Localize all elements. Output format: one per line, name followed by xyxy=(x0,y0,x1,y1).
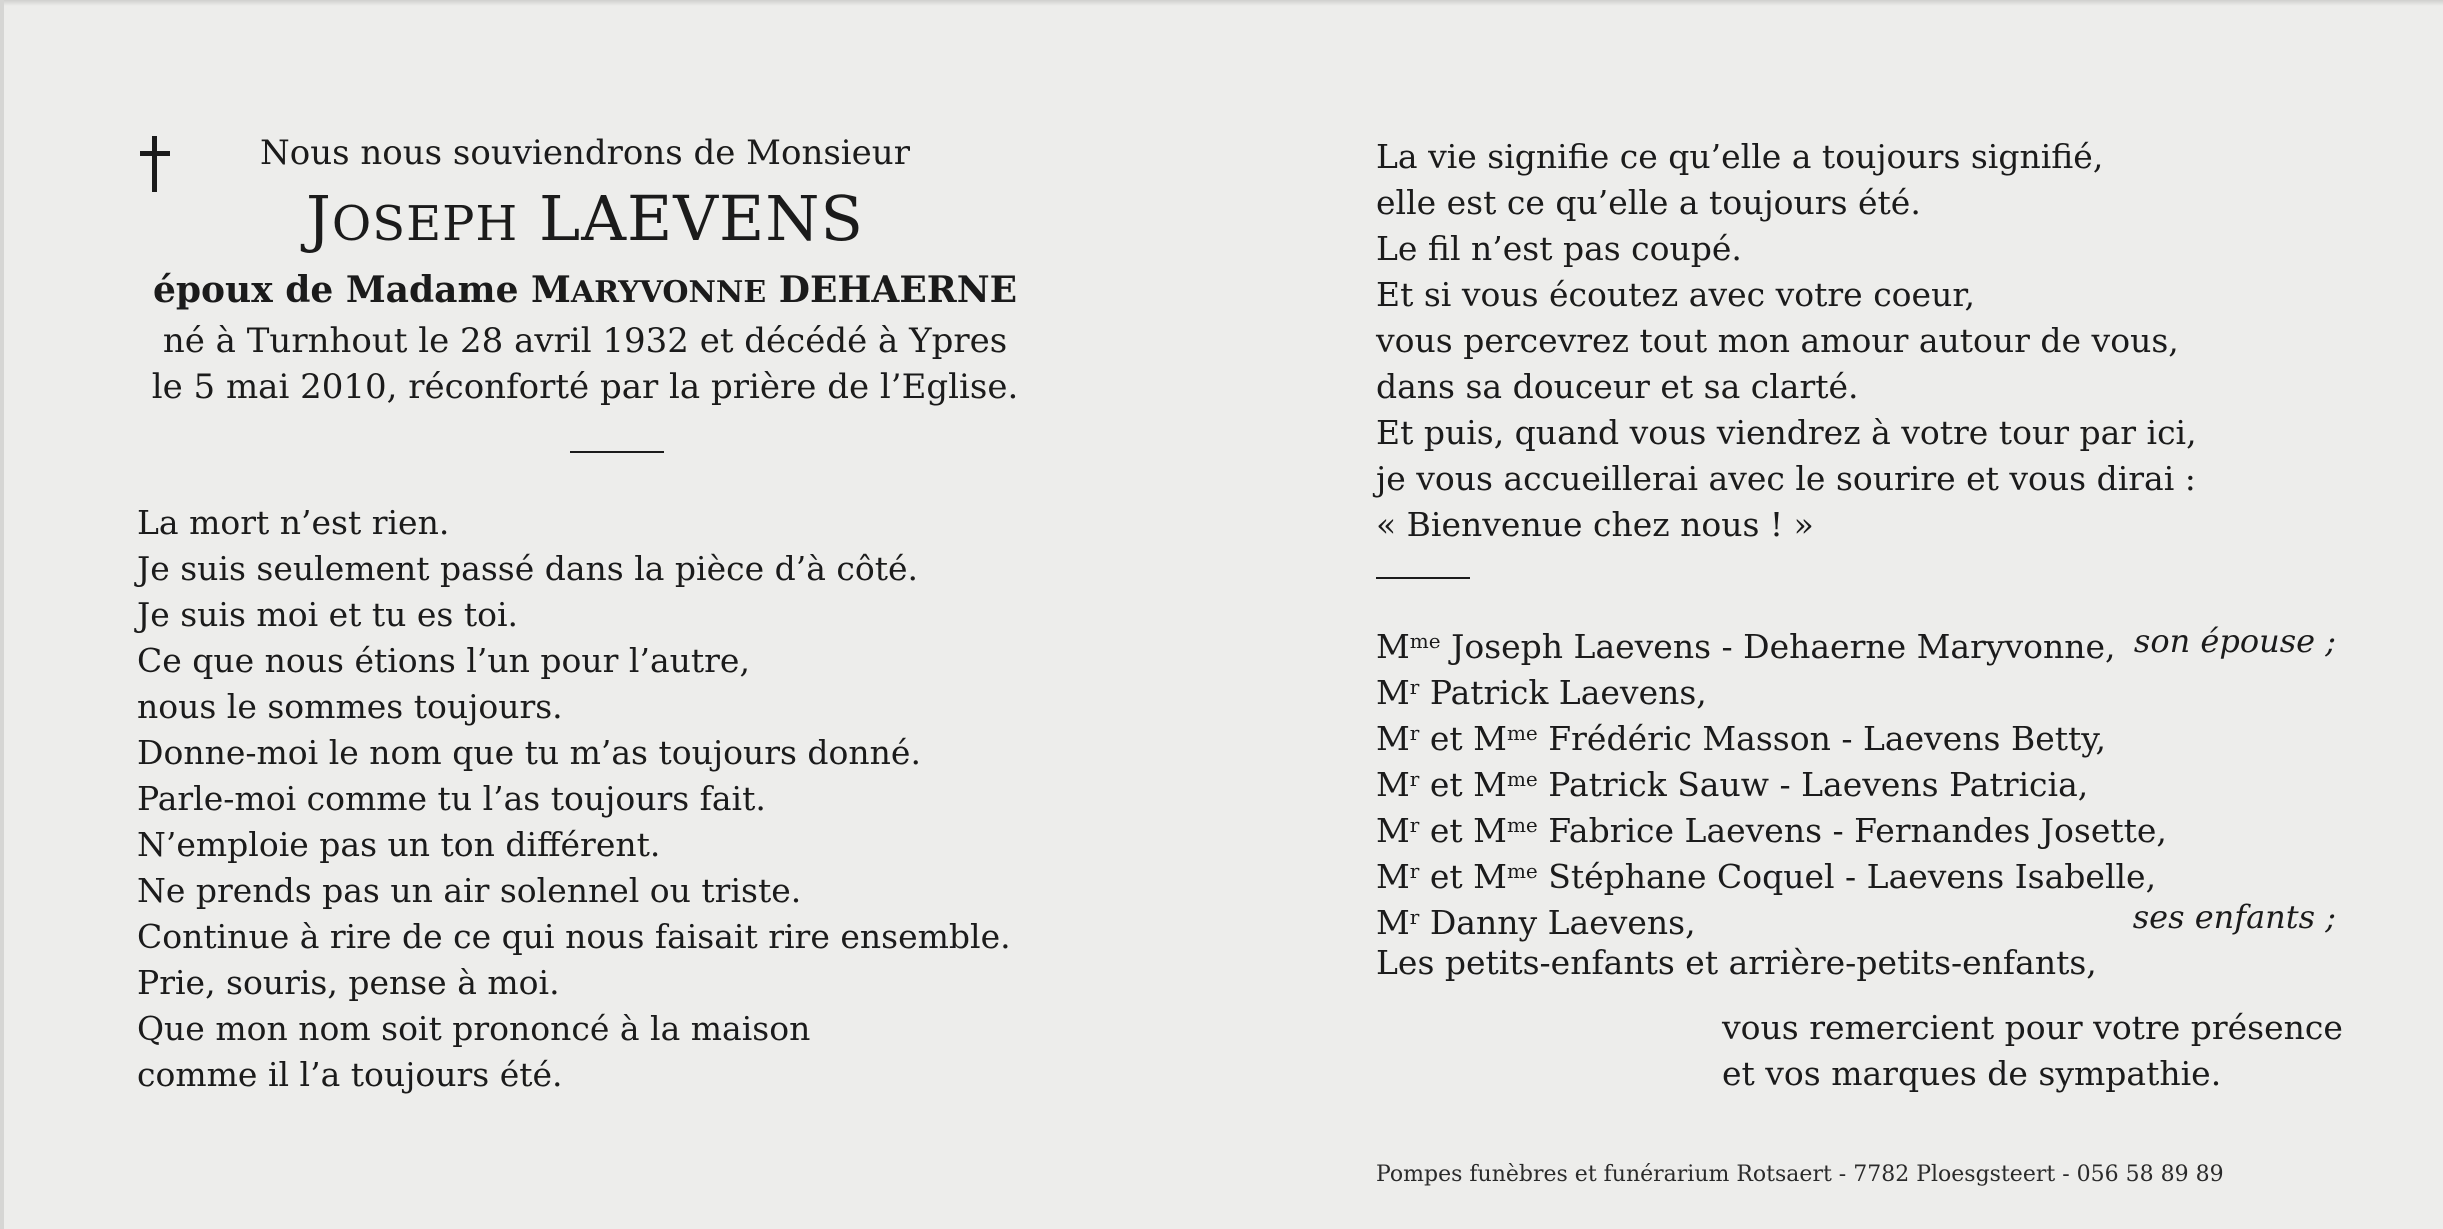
poem-line: Ne prends pas un air solennel ou triste. xyxy=(137,871,802,910)
family-row-grandchildren: Les petits-enfants et arrière-petits-enfants, xyxy=(1376,943,2097,982)
thanks-line: et vos marques de sympathie. xyxy=(1722,1054,2222,1093)
birth-line: né à Turnhout le 28 avril 1932 et décédé à Ypres xyxy=(162,321,1008,361)
poem-line: je vous accueillerai avec le sourire et vous dirai : xyxy=(1376,459,2196,498)
children-role: ses enfants ; xyxy=(2132,898,2336,936)
poem-line: « Bienvenue chez nous ! » xyxy=(1376,505,1814,544)
family-row: $M^r$ Patrick Laevens, xyxy=(1376,673,1707,712)
death-line: le 5 mai 2010, réconforté par la prière de l’Eglise. xyxy=(151,367,1019,407)
poem-line: Ce que nous étions l’un pour l’autre, xyxy=(137,641,750,680)
funeral-home-footer: Pompes funèbres et funérarium Rotsaert - 7782 Ploesgsteert - 056 58 89 89 xyxy=(1376,1162,2224,1187)
spouse-role: son épouse ; xyxy=(2133,622,2336,660)
poem-line: vous percevrez tout mon amour autour de vous, xyxy=(1376,321,2179,360)
thanks-text xyxy=(1722,1005,2343,1097)
poem-line: La vie signifie ce qu’elle a toujours signifié, xyxy=(1376,137,2104,176)
poem-line: Le fil n’est pas coupé. xyxy=(1376,229,1742,268)
poem-line: Je suis seulement passé dans la pièce d’à côté. xyxy=(137,549,919,588)
poem-line: Et si vous écoutez avec votre coeur, xyxy=(1376,275,1975,314)
poem-line: Donne-moi le nom que tu m’as toujours donné. xyxy=(137,733,921,772)
family-row: $M^r$ Danny Laevens, ses enfants ; xyxy=(1376,894,2336,940)
poem-line: Parle-moi comme tu l’as toujours fait. xyxy=(137,779,766,818)
card-top-edge xyxy=(0,0,2443,6)
poem-line: La mort n’est rien. xyxy=(137,503,450,542)
divider-left xyxy=(570,451,664,453)
poem-line: Que mon nom soit prononcé à la maison xyxy=(137,1009,811,1048)
poem-line: dans sa douceur et sa clarté. xyxy=(1376,367,1859,406)
poem-line: Prie, souris, pense à moi. xyxy=(137,963,560,1002)
divider-right xyxy=(1376,577,1470,579)
family-list xyxy=(1376,618,2336,986)
poem-line: Et puis, quand vous viendrez à votre tour par ici, xyxy=(1376,413,2197,452)
spouse-line: époux de Madame MARYVONNE DEHAERNE xyxy=(152,269,1018,311)
left-poem xyxy=(137,500,1011,1098)
thanks-line: vous remercient pour votre présence xyxy=(1722,1008,2343,1047)
poem-line: N’emploie pas un ton différent. xyxy=(137,825,661,864)
family-row: $M^r$ et $M^{me}$ Stéphane Coquel - Laevens Isabelle, xyxy=(1376,857,2157,896)
poem-line: comme il l’a toujours été. xyxy=(137,1055,563,1094)
family-row: $M^r$ et $M^{me}$ Fabrice Laevens - Fernandes Josette, xyxy=(1376,811,2167,850)
poem-line: Je suis moi et tu es toi. xyxy=(137,595,519,634)
poem-line: Continue à rire de ce qui nous faisait rire ensemble. xyxy=(137,917,1011,956)
family-row-spouse: $M^{me}$ Joseph Laevens - Dehaerne Maryvonne, son épouse ; xyxy=(1376,618,2336,664)
deceased-name: JOSEPH LAEVENS xyxy=(306,182,864,255)
family-row: $M^r$ et $M^{me}$ Frédéric Masson - Laevens Betty, xyxy=(1376,719,2107,758)
announcement-header xyxy=(150,128,1020,410)
intro-line: Nous nous souviendrons de Monsieur xyxy=(260,133,910,173)
family-row: $M^r$ et $M^{me}$ Patrick Sauw - Laevens Patricia, xyxy=(1376,765,2089,804)
poem-line: nous le sommes toujours. xyxy=(137,687,563,726)
poem-line: elle est ce qu’elle a toujours été. xyxy=(1376,183,1921,222)
right-poem xyxy=(1376,134,2197,548)
card-left-edge xyxy=(0,0,4,1229)
